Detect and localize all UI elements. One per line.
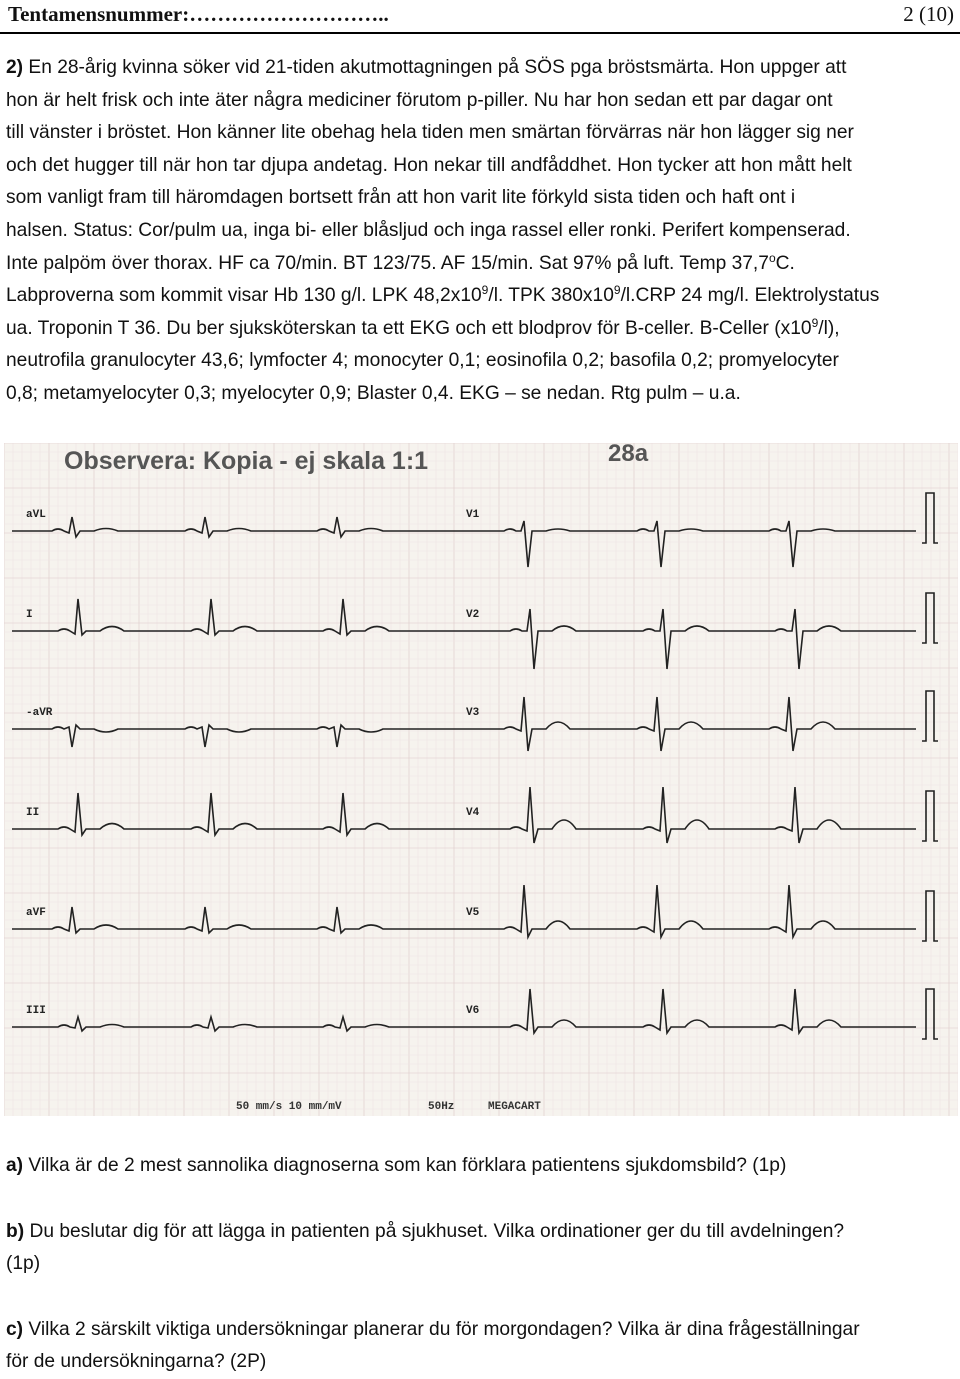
superscript: o [768, 250, 776, 265]
case-line: till vänster i bröstet. Hon känner lite obehag hela tiden men smärtan förvärras när hon lägger sig ner [6, 122, 854, 144]
copy-notice: Observera: Kopia - ej skala 1:1 [64, 447, 429, 475]
question-c-cont: för de undersökningarna? (2P) [6, 1351, 267, 1373]
question-b [6, 1216, 956, 1249]
case-line [6, 248, 956, 281]
paper-speed-label: 50 mm/s 10 mm/mV [236, 1101, 342, 1113]
lead-label: V1 [466, 509, 480, 521]
lead-label: V2 [466, 609, 480, 621]
ecg-strip [4, 443, 958, 1116]
lead-label: V6 [466, 1005, 480, 1017]
filter-label: 50Hz [428, 1101, 455, 1113]
case-line [6, 52, 956, 85]
case-text: Labproverna som kommit visar Hb 130 g/l. LPK 48,2x10 [6, 285, 482, 307]
case-line: hon är helt frisk och inte äter några mediciner förutom p-piller. Nu har hon sedan ett par dagar ont [6, 89, 833, 111]
case-text: C. [775, 252, 795, 274]
question-letter: c) [6, 1318, 24, 1340]
question-a [6, 1150, 956, 1183]
case-text: En 28-årig kvinna söker vid 21-tiden akutmottagningen på SÖS pga bröstsmärta. Hon uppger att [23, 57, 847, 78]
question-text: Vilka är de 2 mest sannolika diagnoserna som kan förklara patientens sjukdomsbild? (1p) [23, 1155, 787, 1176]
lead-label: V3 [466, 707, 480, 719]
lead-label: aVF [26, 907, 46, 919]
question-text: Du beslutar dig för att lägga in patienten på sjukhuset. Vilka ordinationer ger du till avdelningen? [24, 1220, 845, 1242]
question-letter: a) [6, 1155, 24, 1176]
case-text: ua. Troponin T 36. Du ber sjuksköterskan ta ett EKG och ett blodprov för B-celler. B-Celler (x10 [6, 317, 812, 339]
questions [6, 1150, 956, 1379]
lead-label: -aVR [26, 707, 53, 719]
case-line: och det hugger till när hon tar djupa andetag. Hon nekar till andfåddhet. Hon tycker att hon mått helt [6, 154, 852, 176]
ecg-page-label: 28a [608, 443, 649, 467]
exam-number-label: Tentamensnummer:……………………….. [8, 2, 389, 26]
case-line: 0,8; metamyelocyter 0,3; myelocyter 0,9; Blaster 0,4. EKG – se nedan. Rtg pulm – u.a. [6, 382, 741, 404]
lead-label: V5 [466, 907, 480, 919]
question-c [6, 1314, 956, 1347]
case-line: neutrofila granulocyter 43,6; lymfocter 4; monocyter 0,1; eosinofila 0,2; basofila 0,2; promyelocyter [6, 350, 839, 372]
device-label: MEGACART [488, 1101, 541, 1113]
question-number: 2) [6, 57, 24, 78]
lead-label: II [26, 807, 40, 819]
superscript: 9 [811, 315, 819, 330]
case-line [6, 313, 956, 346]
case-line: halsen. Status: Cor/pulm ua, inga bi- eller blåsljud och inga rassel eller ronki. Perifert kompenserad. [6, 219, 851, 241]
lead-label: I [26, 609, 33, 621]
lead-label: V4 [466, 807, 480, 819]
case-line [6, 280, 956, 313]
superscript: 9 [481, 283, 489, 298]
lead-label: aVL [26, 509, 46, 521]
superscript: 9 [613, 283, 621, 298]
case-text: /l. TPK 380x10 [488, 285, 614, 307]
lead-label: III [26, 1005, 46, 1017]
question-b-cont: (1p) [6, 1253, 41, 1275]
question-letter: b) [6, 1220, 25, 1242]
case-line: som vanligt fram till häromdagen bortsett från att hon varit lite förkyld sista tiden och haft ont i [6, 187, 796, 209]
case-text: /l), [818, 317, 840, 339]
case-description [6, 52, 956, 411]
page-number: 2 (10) [903, 2, 954, 26]
case-text: Inte palpöm över thorax. HF ca 70/min. BT 123/75. AF 15/min. Sat 97% på luft. Temp 37,7 [6, 252, 769, 274]
header-divider [0, 32, 960, 34]
question-text: Vilka 2 särskilt viktiga undersökningar planerar du för morgondagen? Vilka är dina frågeställningar [23, 1318, 860, 1340]
case-text: /l.CRP 24 mg/l. Elektrolystatus [620, 285, 880, 307]
page-header [8, 0, 954, 30]
